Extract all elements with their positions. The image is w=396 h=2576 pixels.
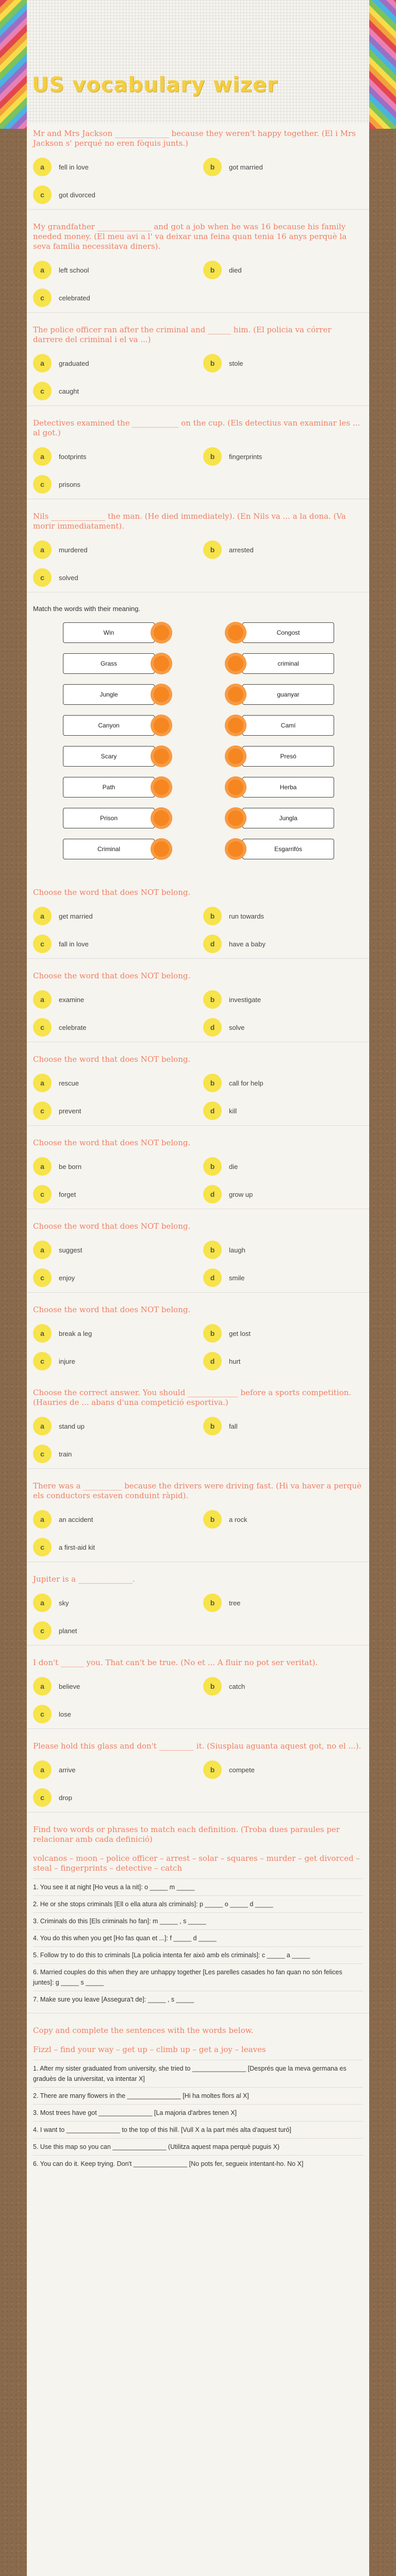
option-letter-b: b	[203, 1324, 222, 1343]
match-connector-dot[interactable]	[225, 715, 246, 736]
option-text: laugh	[229, 1246, 245, 1254]
question-prompt: Choose the word that does NOT belong.	[33, 971, 191, 980]
title-area	[27, 0, 369, 124]
option-letter-c: c	[33, 185, 52, 204]
option-letter-b: b	[203, 1417, 222, 1435]
question-prompt: Choose the word that does NOT belong.	[33, 1222, 191, 1231]
match-connector-dot[interactable]	[151, 745, 172, 767]
option-text: died	[229, 266, 242, 274]
answer-option-b[interactable]	[203, 1241, 363, 1259]
answer-option-b[interactable]	[203, 1510, 363, 1529]
complete-question	[27, 2013, 369, 2177]
find-two-word-bank: volcanos – moon – police officer – arrest – solar – squares – murder – get divorced – steal – fingerprints – detective – catch	[33, 1854, 360, 1873]
option-letter-b: b	[203, 1677, 222, 1696]
option-text: left school	[59, 266, 89, 274]
match-connector-dot[interactable]	[225, 622, 246, 643]
answer-option-d[interactable]	[203, 1018, 363, 1037]
answer-option-b[interactable]	[203, 1677, 363, 1696]
answer-option-a[interactable]	[33, 540, 193, 559]
match-definition[interactable]: Congost	[242, 622, 334, 643]
option-text: got divorced	[59, 191, 95, 199]
question-prompt: The police officer ran after the criminal and ______ him. (El policia va córrer darrere del criminal i el va ...)	[33, 325, 332, 344]
match-connector-dot[interactable]	[151, 807, 172, 829]
option-letter-d: d	[203, 1018, 222, 1037]
match-term[interactable]: Path	[63, 777, 155, 798]
match-term[interactable]: Scary	[63, 746, 155, 767]
matching-rows	[33, 623, 363, 859]
question	[27, 1645, 369, 1728]
answer-option-a[interactable]	[33, 1677, 193, 1696]
fill-in-item[interactable]: 5. Follow try to do this to criminals [La policia intenta fer això amb els criminals]: c _____ a _____	[33, 1946, 363, 1963]
option-letter-c: c	[33, 1018, 52, 1037]
answer-option-c[interactable]	[33, 1445, 193, 1463]
option-text: investigate	[229, 995, 261, 1004]
option-text: tree	[229, 1599, 241, 1607]
option-letter-c: c	[33, 289, 52, 307]
answer-option-c[interactable]	[33, 1101, 193, 1120]
question-prompt: Please hold this glass and don't _________ it. (Siusplau aguanta aquest got, no el ...).	[33, 1741, 361, 1751]
option-text: planet	[59, 1626, 77, 1635]
match-term[interactable]: Win	[63, 622, 155, 643]
find-two-question	[27, 1812, 369, 2013]
match-definition[interactable]: criminal	[242, 653, 334, 674]
question-prompt: There was a __________ because the drivers were driving fast. (Hi va haver a perquè els conductors estaven conduint ràpid).	[33, 1481, 362, 1500]
worksheet-content	[27, 124, 369, 2576]
answer-option-d[interactable]	[203, 935, 363, 953]
complete-items	[33, 2060, 363, 2172]
question-prompt: Choose the word that does NOT belong.	[33, 888, 191, 897]
answer-option-a[interactable]	[33, 1074, 193, 1092]
question-prompt: Choose the word that does NOT belong.	[33, 1055, 191, 1064]
option-text: be born	[59, 1162, 82, 1171]
match-term[interactable]: Jungle	[63, 684, 155, 705]
option-letter-b: b	[203, 907, 222, 925]
option-letter-c: c	[33, 1788, 52, 1807]
question	[27, 209, 369, 312]
match-row	[63, 839, 363, 859]
matching-question	[27, 592, 369, 875]
option-letter-a: a	[33, 447, 52, 466]
match-definition[interactable]: guanyar	[242, 684, 334, 705]
match-row	[63, 623, 363, 642]
match-term[interactable]: Prison	[63, 808, 155, 828]
match-term[interactable]: Grass	[63, 653, 155, 674]
match-connector-dot[interactable]	[225, 838, 246, 860]
option-letter-d: d	[203, 1352, 222, 1370]
option-letter-c: c	[33, 1185, 52, 1204]
option-text: call for help	[229, 1079, 263, 1087]
question	[27, 1376, 369, 1468]
answer-option-b[interactable]	[203, 1074, 363, 1092]
find-two-prompt: Find two words or phrases to match each definition. (Troba dues paraules per relacionar amb cada definició)	[33, 1825, 340, 1844]
answer-option-b[interactable]	[203, 990, 363, 1009]
fill-in-item[interactable]: 3. Criminals do this [Els criminals ho fan]: m _____ , s _____	[33, 1912, 363, 1929]
option-text: fall	[229, 1422, 238, 1430]
option-letter-d: d	[203, 1268, 222, 1287]
match-row	[63, 777, 363, 797]
option-text: kill	[229, 1107, 237, 1115]
option-letter-b: b	[203, 1760, 222, 1779]
answer-option-b[interactable]	[203, 447, 363, 466]
answer-option-a[interactable]	[33, 158, 193, 176]
answer-option-d[interactable]	[203, 1185, 363, 1204]
question-prompt: Jupiter is a ______________.	[33, 1574, 135, 1584]
option-letter-b: b	[203, 1157, 222, 1176]
answer-option-c[interactable]	[33, 1621, 193, 1640]
option-text: celebrate	[59, 1023, 87, 1031]
answer-option-b[interactable]	[203, 540, 363, 559]
option-text: caught	[59, 387, 79, 395]
question-prompt: Detectives examined the ____________ on the cup. (Els detectius van examinar les ... al got.)	[33, 418, 360, 437]
option-letter-c: c	[33, 568, 52, 587]
option-text: a rock	[229, 1515, 248, 1523]
fill-in-item[interactable]: 2. There are many flowers in the _______________ [Hi ha moltes flors al X]	[33, 2087, 363, 2104]
answer-option-c[interactable]	[33, 1705, 193, 1723]
answer-option-b[interactable]	[203, 1760, 363, 1779]
fill-in-item[interactable]: 6. Married couples do this when they are unhappy together [Les parelles casades ho fan quan no són felices juntes]: g _____ s _____	[33, 1963, 363, 1991]
option-letter-b: b	[203, 354, 222, 372]
option-text: run towards	[229, 912, 264, 920]
answer-option-c[interactable]	[33, 1018, 193, 1037]
option-text: get married	[59, 912, 93, 920]
option-letter-b: b	[203, 1241, 222, 1259]
answer-option-c[interactable]	[33, 475, 193, 494]
option-text: drop	[59, 1793, 73, 1802]
option-text: arrested	[229, 546, 254, 554]
option-text: graduated	[59, 359, 89, 367]
answer-option-c[interactable]	[33, 1352, 193, 1370]
option-text: believe	[59, 1682, 80, 1690]
answer-option-a[interactable]	[33, 447, 193, 466]
question	[27, 499, 369, 592]
option-letter-a: a	[33, 1324, 52, 1343]
option-text: fell in love	[59, 163, 89, 171]
option-letter-a: a	[33, 990, 52, 1009]
option-letter-c: c	[33, 1101, 52, 1120]
not-belong-question	[27, 1042, 369, 1125]
question	[27, 1562, 369, 1645]
option-text: enjoy	[59, 1274, 75, 1282]
match-connector-dot[interactable]	[151, 622, 172, 643]
option-letter-a: a	[33, 540, 52, 559]
find-two-items	[33, 1878, 363, 2008]
match-definition[interactable]: Esgarrifós	[242, 839, 334, 859]
not-belong-question	[27, 1292, 369, 1376]
option-text: murdered	[59, 546, 88, 554]
option-letter-a: a	[33, 1677, 52, 1696]
not-belong-question	[27, 958, 369, 1042]
option-letter-c: c	[33, 475, 52, 494]
question-prompt: Choose the correct answer. You should _____________ before a sports competition. (Hauries de ... abans d'una competició esportiva.)	[33, 1388, 352, 1407]
answer-option-c[interactable]	[33, 568, 193, 587]
answer-option-b[interactable]	[203, 1157, 363, 1176]
right-decorative-stripe	[369, 0, 396, 129]
match-row	[63, 747, 363, 766]
match-connector-dot[interactable]	[151, 715, 172, 736]
match-row	[63, 808, 363, 828]
option-letter-b: b	[203, 1074, 222, 1092]
fill-in-item[interactable]: 2. He or she stops criminals [Ell o ella atura als criminals]: p _____ o _____ d _____	[33, 1895, 363, 1912]
option-text: solved	[59, 573, 78, 582]
option-text: smile	[229, 1274, 245, 1282]
option-text: prevent	[59, 1107, 81, 1115]
option-letter-a: a	[33, 1074, 52, 1092]
option-letter-a: a	[33, 1417, 52, 1435]
option-letter-b: b	[203, 1594, 222, 1612]
option-letter-c: c	[33, 1352, 52, 1370]
match-term[interactable]: Canyon	[63, 715, 155, 736]
option-letter-a: a	[33, 907, 52, 925]
fill-in-item[interactable]: 7. Make sure you leave [Assegura't de]: _____ , s _____	[33, 1991, 363, 2008]
answer-option-c[interactable]	[33, 289, 193, 307]
option-text: sky	[59, 1599, 69, 1607]
option-text: fall in love	[59, 940, 89, 948]
option-text: die	[229, 1162, 238, 1171]
not-belong-section	[27, 875, 369, 1376]
option-text: forget	[59, 1190, 76, 1198]
answer-option-a[interactable]	[33, 1510, 193, 1529]
answer-option-c[interactable]	[33, 382, 193, 400]
answer-option-d[interactable]	[203, 1352, 363, 1370]
option-text: lose	[59, 1710, 71, 1718]
option-letter-b: b	[203, 261, 222, 279]
option-text: solve	[229, 1023, 245, 1031]
match-row	[63, 654, 363, 673]
complete-prompt: Copy and complete the sentences with the words below.	[33, 2026, 254, 2035]
worksheet	[27, 0, 369, 2576]
match-definition[interactable]: Herba	[242, 777, 334, 798]
match-connector-dot[interactable]	[225, 807, 246, 829]
option-text: train	[59, 1450, 72, 1458]
option-letter-d: d	[203, 935, 222, 953]
question-prompt: Mr and Mrs Jackson ______________ because they weren't happy together. (El i Mrs Jackson s' perqué no eren fòquis junts.)	[33, 129, 356, 148]
not-belong-question	[27, 1209, 369, 1292]
option-letter-c: c	[33, 1705, 52, 1723]
question-prompt: I don't ______ you. That can't be true. (No et ... A fluir no pot ser veritat).	[33, 1658, 318, 1667]
answer-option-b[interactable]	[203, 1417, 363, 1435]
option-text: have a baby	[229, 940, 266, 948]
match-row	[63, 716, 363, 735]
match-connector-dot[interactable]	[225, 684, 246, 705]
option-text: got married	[229, 163, 263, 171]
option-text: footprints	[59, 452, 87, 461]
not-belong-question	[27, 1125, 369, 1209]
answer-option-b[interactable]	[203, 907, 363, 925]
match-connector-dot[interactable]	[225, 653, 246, 674]
answer-option-d[interactable]	[203, 1268, 363, 1287]
option-letter-a: a	[33, 354, 52, 372]
answer-option-a[interactable]	[33, 1417, 193, 1435]
match-definition[interactable]: Camí	[242, 715, 334, 736]
option-letter-a: a	[33, 1157, 52, 1176]
match-definition[interactable]: Jungla	[242, 808, 334, 828]
answer-option-a[interactable]	[33, 1760, 193, 1779]
option-letter-b: b	[203, 1510, 222, 1529]
option-text: prisons	[59, 480, 80, 488]
match-connector-dot[interactable]	[151, 653, 172, 674]
option-letter-c: c	[33, 382, 52, 400]
answer-option-a[interactable]	[33, 1594, 193, 1612]
option-letter-d: d	[203, 1101, 222, 1120]
option-text: fingerprints	[229, 452, 262, 461]
answer-option-a[interactable]	[33, 1324, 193, 1343]
option-letter-c: c	[33, 1268, 52, 1287]
option-letter-c: c	[33, 1621, 52, 1640]
answer-option-c[interactable]	[33, 1268, 193, 1287]
more-questions-section	[27, 1376, 369, 1812]
option-text: suggest	[59, 1246, 82, 1254]
question	[27, 124, 369, 209]
question	[27, 1468, 369, 1562]
fill-in-item[interactable]: 6. You can do it. Keep trying. Don't _______________ [No pots fer, segueix intentant-ho. No X]	[33, 2155, 363, 2172]
option-text: injure	[59, 1357, 75, 1365]
fill-in-item[interactable]: 1. You see it at night [Ho veus a la nit]: o _____ m _____	[33, 1878, 363, 1895]
not-belong-question	[27, 875, 369, 958]
option-text: examine	[59, 995, 85, 1004]
option-text: celebrated	[59, 294, 90, 302]
option-letter-c: c	[33, 935, 52, 953]
fill-in-item[interactable]: 4. You do this when you get [Ho fas quan et ...]: f _____ d _____	[33, 1929, 363, 1946]
match-connector-dot[interactable]	[225, 776, 246, 798]
option-text: get lost	[229, 1329, 251, 1337]
fill-in-item[interactable]: 3. Most trees have got _______________ [La majoria d'arbres tenen X]	[33, 2104, 363, 2121]
option-text: a first-aid kit	[59, 1543, 95, 1551]
question-prompt: Choose the word that does NOT belong.	[33, 1305, 191, 1314]
answer-option-b[interactable]	[203, 261, 363, 279]
option-letter-b: b	[203, 447, 222, 466]
answer-option-c[interactable]	[33, 185, 193, 204]
question-prompt: My grandfather ______________ and got a job when he was 16 because his family needed money. (El meu avi a l' va deixar una feina quan tenia 16 anys perquè la seva família necessitava diners).	[33, 222, 347, 251]
option-letter-b: b	[203, 990, 222, 1009]
fill-in-item[interactable]: 4. I want to _______________ to the top of this hill. [Vull X a la part més alta d'aquest turó]	[33, 2121, 363, 2138]
option-letter-b: b	[203, 158, 222, 176]
question	[27, 312, 369, 405]
matching-title: Match the words with their meaning.	[33, 605, 141, 613]
answer-option-c[interactable]	[33, 935, 193, 953]
answer-option-c[interactable]	[33, 1788, 193, 1807]
match-connector-dot[interactable]	[151, 776, 172, 798]
question	[27, 405, 369, 499]
option-text: compete	[229, 1766, 255, 1774]
match-definition[interactable]: Presó	[242, 746, 334, 767]
option-text: rescue	[59, 1079, 79, 1087]
match-connector-dot[interactable]	[151, 684, 172, 705]
question-prompt: Nils ______________ the man. (He died immediately). (En Nils va ... a la dona. (Va morir immediatament).	[33, 512, 346, 531]
answer-option-b[interactable]	[203, 158, 363, 176]
answer-option-a[interactable]	[33, 354, 193, 372]
option-text: hurt	[229, 1357, 241, 1365]
answer-option-b[interactable]	[203, 1324, 363, 1343]
option-text: break a leg	[59, 1329, 92, 1337]
page-title: US vocabulary wizer	[32, 73, 278, 97]
fill-in-item[interactable]: 1. After my sister graduated from university, she tried to _______________ [Després que la meva germana es graduès de la universitat, va intentar X]	[33, 2060, 363, 2087]
match-row	[63, 685, 363, 704]
answer-option-a[interactable]	[33, 261, 193, 279]
answer-option-b[interactable]	[203, 1594, 363, 1612]
option-letter-c: c	[33, 1445, 52, 1463]
answer-option-c[interactable]	[33, 1185, 193, 1204]
fill-in-item[interactable]: 5. Use this map so you can _______________ (Utilitza aquest mapa perquè puguis X)	[33, 2138, 363, 2155]
answer-option-a[interactable]	[33, 990, 193, 1009]
option-letter-a: a	[33, 261, 52, 279]
option-letter-a: a	[33, 1241, 52, 1259]
match-connector-dot[interactable]	[151, 838, 172, 860]
option-text: arrive	[59, 1766, 76, 1774]
option-letter-d: d	[203, 1185, 222, 1204]
answer-option-b[interactable]	[203, 354, 363, 372]
question	[27, 1728, 369, 1812]
complete-word-bank: Fizzl – find your way – get up – climb up – get a joy – leaves	[33, 2045, 266, 2054]
option-letter-c: c	[33, 1538, 52, 1556]
option-text: stand up	[59, 1422, 85, 1430]
option-text: stole	[229, 359, 243, 367]
match-term[interactable]: Criminal	[63, 839, 155, 859]
option-letter-a: a	[33, 1594, 52, 1612]
option-text: an accident	[59, 1515, 93, 1523]
option-letter-a: a	[33, 1760, 52, 1779]
answer-option-a[interactable]	[33, 1241, 193, 1259]
question-prompt: Choose the word that does NOT belong.	[33, 1138, 191, 1147]
answer-option-a[interactable]	[33, 907, 193, 925]
match-connector-dot[interactable]	[225, 745, 246, 767]
option-text: catch	[229, 1682, 245, 1690]
answer-option-a[interactable]	[33, 1157, 193, 1176]
option-text: grow up	[229, 1190, 253, 1198]
option-letter-a: a	[33, 158, 52, 176]
option-letter-b: b	[203, 540, 222, 559]
answer-option-d[interactable]	[203, 1101, 363, 1120]
answer-option-c[interactable]	[33, 1538, 193, 1556]
left-decorative-stripe	[0, 0, 27, 129]
option-letter-a: a	[33, 1510, 52, 1529]
